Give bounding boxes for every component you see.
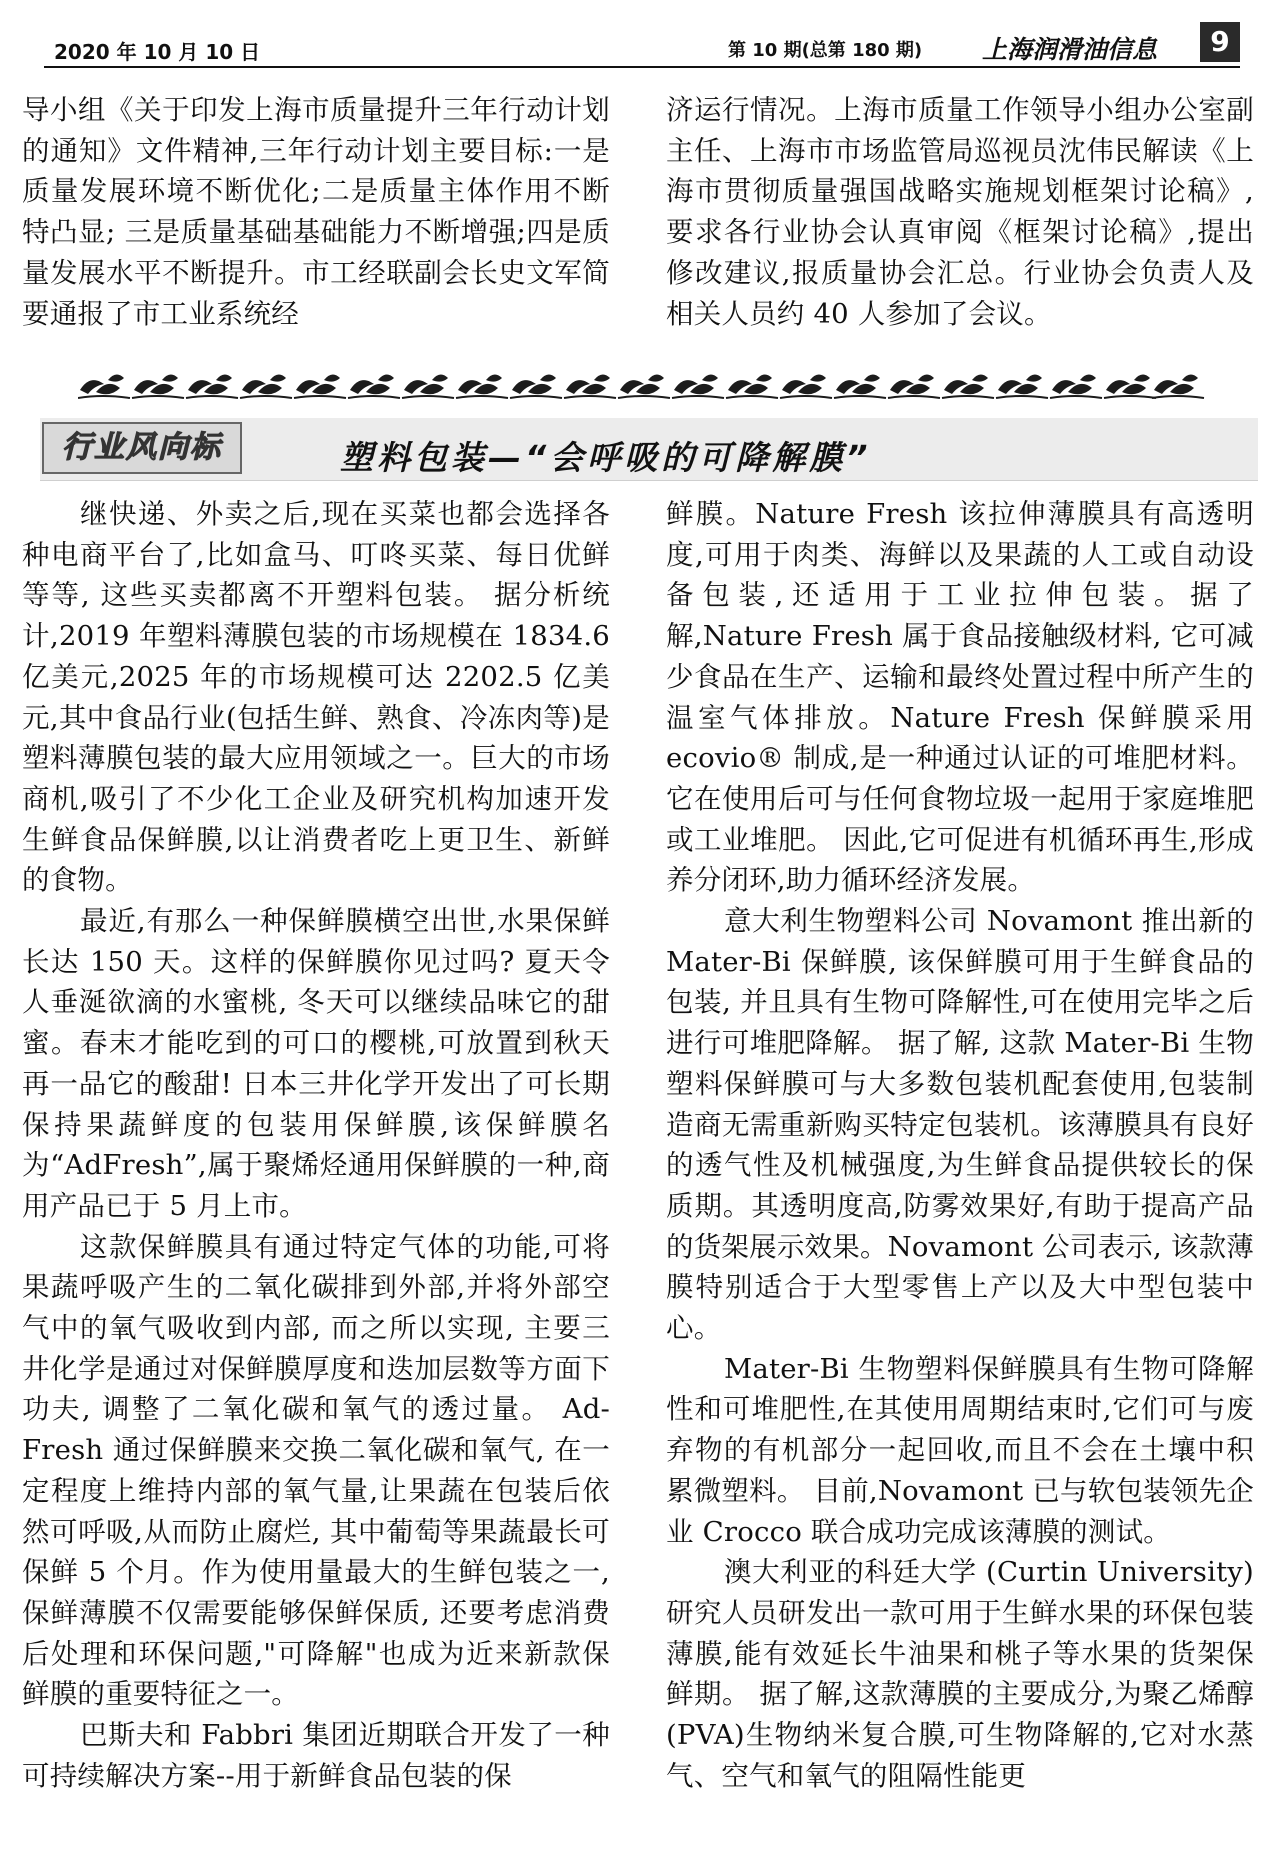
article-right-column xyxy=(666,494,1254,1797)
article-title: 塑料包装—“会呼吸的可降解膜” xyxy=(340,438,872,477)
top-left-column xyxy=(22,90,610,334)
paragraph: 鲜膜。Nature Fresh 该拉伸薄膜具有高透明度,可用于肉类、海鲜以及果蔬的人工或自动设备包装,还适用于工业拉伸包装。据了解,Nature Fresh 属于食品接触级材料, 它可减少食品在生产、运输和最终处置过程中所产生的温室气体排放。Nature Fresh 保鲜膜采用 ecovio® 制成,是一种通过认证的可堆肥材料。它在使用后可与任何食物垃圾一起用于家庭堆肥或工业堆肥。 因此,它可促进有机循环再生,形成养分闭环,助力循环经济发展。 xyxy=(666,498,1254,897)
paragraph: 导小组《关于印发上海市质量提升三年行动计划的通知》文件精神,三年行动计划主要目标:一是质量发展环境不断优化;二是质量主体作用不断特凸显; 三是质量基础基础能力不断增强;四是质量发展水平不断提升。市工经联副会长史文军简要通报了市工业系统经 xyxy=(22,94,610,330)
page-number: 9 xyxy=(1200,22,1240,62)
section-tag: 行业风向标 xyxy=(42,422,242,474)
section-title-bar xyxy=(40,418,1258,481)
publication-name: 上海润滑油信息 xyxy=(982,35,1158,64)
paragraph: 这款保鲜膜具有通过特定气体的功能,可将果蔬呼吸产生的二氧化碳排到外部,并将外部空气中的氧气吸收到内部, 而之所以实现, 主要三井化学是通过对保鲜膜厚度和迭加层数等方面下功夫, 调整了二氧化碳和氧气的透过量。 Ad-Fresh 通过保鲜膜来交换二氧化碳和氧气, 在一定程度上维持内部的氧气量,让果蔬在包装后依然可呼吸,从而防止腐烂, 其中葡萄等果蔬最长可保鲜 5 个月。作为使用量最大的生鲜包装之一,保鲜薄膜不仅需要能够保鲜保质, 还要考虑消费后处理和环保问题,"可降解"也成为近来新款保鲜膜的重要特征之一。 xyxy=(22,1230,610,1711)
paragraph: 巴斯夫和 Fabbri 集团近期联合开发了一种可持续解决方案--用于新鲜食品包装的保 xyxy=(22,1719,610,1792)
issue-date: 2020 年 10 月 10 日 xyxy=(54,40,261,64)
paragraph: 意大利生物塑料公司 Novamont 推出新的 Mater-Bi 保鲜膜, 该保鲜膜可用于生鲜食品的包装, 并且具有生物可降解性,可在使用完毕之后进行可堆肥降解。 据了解, 这款 Mater-Bi 生物塑料保鲜膜可与大多数包装机配套使用,包装制造商无需重新购买特定包装机。该薄膜具有良好的透气性及机械强度,为生鲜食品提供较长的保质期。其透明度高,防雾效果好,有助于提高产品的货架展示效果。Novamont 公司表示, 该款薄膜特别适合于大型零售上产以及大中型包装中心。 xyxy=(666,905,1254,1345)
issue-number: 第 10 期(总第 180 期) xyxy=(728,40,923,61)
article-left-column xyxy=(22,494,610,1797)
top-right-column xyxy=(666,90,1254,334)
paragraph: Mater-Bi 生物塑料保鲜膜具有生物可降解性和可堆肥性,在其使用周期结束时,它们可与废弃物的有机部分一起回收,而且不会在土壤中积累微塑料。 目前,Novamont 已与软包装领先企业 Crocco 联合成功完成该薄膜的测试。 xyxy=(666,1352,1254,1548)
page-header xyxy=(44,22,1240,66)
paragraph: 继快递、外卖之后,现在买菜也都会选择各种电商平台了,比如盒马、叮咚买菜、每日优鲜等等, 这些买卖都离不开塑料包装。 据分析统计,2019 年塑料薄膜包装的市场规模在 1834.6 亿美元,2025 年的市场规模可达 2202.5 亿美元,其中食品行业(包括生鲜、熟食、冷冻肉等)是塑料薄膜包装的最大应用领域之一。巨大的市场商机,吸引了不少化工企业及研究机构加速开发生鲜食品保鲜膜,以让消费者吃上更卫生、新鲜的食物。 xyxy=(22,498,610,897)
paragraph: 济运行情况。上海市质量工作领导小组办公室副主任、上海市市场监管局巡视员沈伟民解读《上海市贯彻质量强国战略实施规划框架讨论稿》,要求各行业协会认真审阅《框架讨论稿》,提出修改建议,报质量协会汇总。行业协会负责人及相关人员约 40 人参加了会议。 xyxy=(666,94,1254,330)
paragraph: 澳大利亚的科廷大学 (Curtin University) 研究人员研发出一款可用于生鲜水果的环保包装薄膜,能有效延长牛油果和桃子等水果的货架保鲜期。 据了解,这款薄膜的主要成分,为聚乙烯醇(PVA)生物纳米复合膜,可生物降解的,它对水蒸气、空气和氧气的阻隔性能更 xyxy=(666,1556,1254,1792)
paragraph: 最近,有那么一种保鲜膜横空出世,水果保鲜长达 150 天。这样的保鲜膜你见过吗? 夏天令人垂涎欲滴的水蜜桃, 冬天可以继续品味它的甜蜜。春末才能吃到的可口的樱桃,可放置到秋天再一品它的酸甜! 日本三井化学开发出了可长期保持果蔬鲜度的包装用保鲜膜,该保鲜膜名为“AdFresh”,属于聚烯烃通用保鲜膜的一种,商用产品已于 5 月上市。 xyxy=(22,905,610,1222)
header-divider xyxy=(44,66,1240,68)
leaf-ornament-divider xyxy=(78,366,1206,406)
